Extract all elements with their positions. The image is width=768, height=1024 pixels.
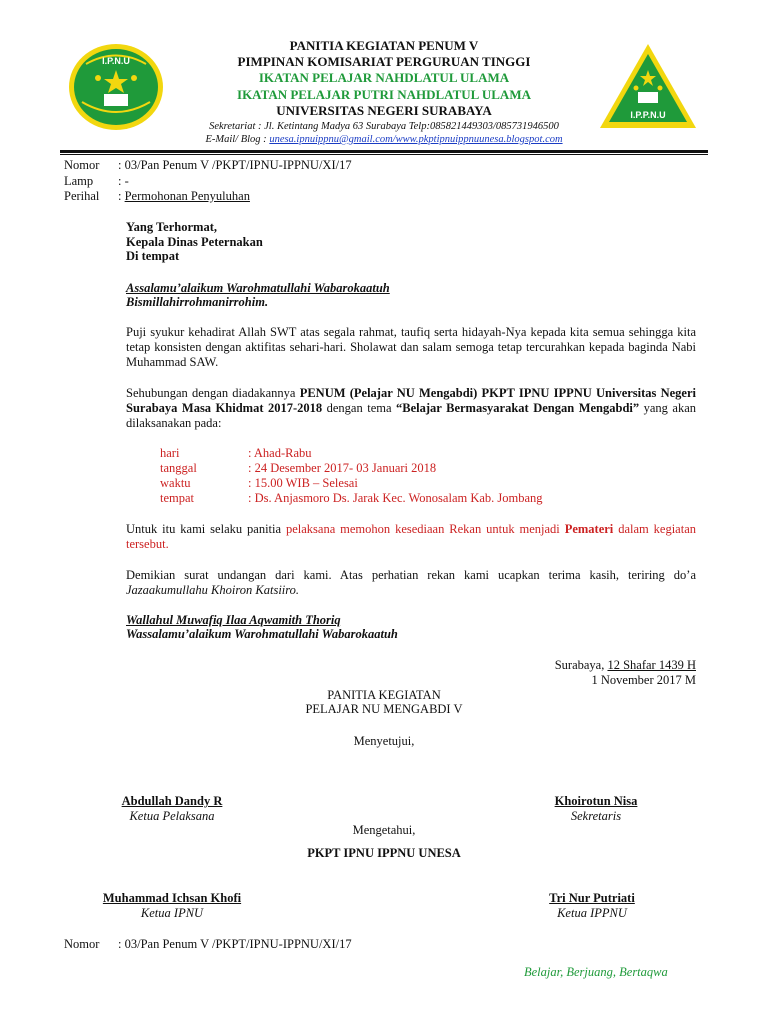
schedule-value: : Ds. Anjasmoro Ds. Jarak Kec. Wonosalam Kab. Jombang [248,491,543,505]
header-line4: IKATAN PELAJAR PUTRI NAHDLATUL ULAMA [237,87,531,102]
recipient-line1: Yang Terhormat, [126,220,217,234]
committee-line1: PANITIA KEGIATAN [327,688,441,702]
para2-text-e: yang akan dilaksanakan pada: [126,401,697,430]
schedule-key: waktu [160,476,191,490]
schedule-key: tanggal [160,461,197,475]
header-line5: UNIVERSITAS NEGERI SURABAYA [276,103,492,118]
schedule-value: : Ahad-Rabu [248,446,312,460]
footer-nomor-label: Nomor [64,937,100,951]
date-hijri: 12 Shafar 1439 H [607,658,696,672]
signatory-role: Ketua IPNU [140,906,204,920]
header-line3: IKATAN PELAJAR NAHDLATUL ULAMA [258,70,510,85]
para3-text-d: dalam kegiatan tersebut. [126,522,696,551]
header-line1: PANITIA KEGIATAN PENUM V [289,38,479,53]
email-label: E-Mail/ Blog : [205,134,267,145]
recipient-line3: Di tempat [126,249,180,263]
secretariat-address: Sekretariat : Jl. Ketintang Madya 63 Surabaya Telp:085821449303/085731946500 [209,121,559,132]
ippnu-logo-text: I.P.P.N.U [630,110,666,120]
para2-text-a: Sehubungan dengan diadakannya [126,386,300,400]
date-city: Surabaya, [554,658,608,672]
signature-sekretaris [516,794,676,824]
wallahul: Wallahul Muwafiq Ilaa Aqwamith Thoriq [126,613,341,627]
org-name: PKPT IPNU IPPNU UNESA [307,846,461,860]
perihal-colon: : [118,189,125,203]
nomor-value: : 03/Pan Penum V /PKPT/IPNU-IPPNU/XI/17 [118,158,352,172]
date-masehi: 1 November 2017 M [591,673,696,687]
para3-text-a: Untuk itu kami selaku panitia [126,522,286,536]
motto: Belajar, Berjuang, Bertaqwa [524,965,668,979]
schedule-key: hari [160,446,180,460]
perihal-label: Perihal [64,189,100,203]
salam: Assalamu’alaikum Warohmatullahi Wabarokaatuh [126,281,390,295]
committee-line2: PELAJAR NU MENGABDI V [305,702,463,716]
ref-lamp [64,174,129,189]
date-hijri-line [555,658,696,673]
para4-text-a: Demikian surat undangan dari kami. Atas perhatian rekan kami ucapkan terima kasih, teriring do’a [126,568,696,582]
header-divider-thin [60,154,708,155]
paragraph-1: Puji syukur kehadirat Allah SWT atas segala rahmat, taufiq serta hidayah-Nya kepada kita semua sehingga kita tetap konsisten dengan aktifitas sehari-hari. Sholawat dan salam semoga tetap tercurahkan kepada baginda Nabi Muhammad SAW. [126,325,696,369]
schedule-key: tempat [160,491,195,505]
paragraph-2 [126,386,696,431]
header-divider [60,150,708,153]
ref-perihal [64,189,250,204]
signatory-role: Sekretaris [570,809,622,823]
wassalam: Wassalamu’alaikum Warohmatullahi Wabarokaatuh [126,627,398,641]
signatory-role: Ketua IPPNU [557,906,627,920]
schedule-value: : 24 Desember 2017- 03 Januari 2018 [248,461,437,475]
signature-ketua-ipnu [82,891,262,921]
schedule-value: : 15.00 WIB – Selesai [248,476,358,490]
paragraph-4 [126,568,696,598]
signatory-role: Ketua Pelaksana [129,809,215,823]
lamp-label: Lamp [64,174,94,188]
para4-doa: Jazaakumullahu Khoiron Katsiiro. [126,583,300,597]
schedule-row [160,491,543,506]
signatory-name: Muhammad Ichsan Khofi [102,891,242,905]
signature-ketua-ippnu [502,891,682,921]
para3-pemateri: Pemateri [564,522,614,536]
schedule-row [160,446,312,461]
perihal-value: Permohonan Penyuluhan [124,189,250,203]
signatory-name: Khoirotun Nisa [554,794,638,808]
ipnu-logo-text: I.P.N.U [102,56,130,66]
schedule-row [160,461,436,476]
para2-text-c: dengan tema [322,401,397,415]
signatory-name: Tri Nur Putriati [549,891,635,905]
bismillah: Bismillahirrohmanirrohim. [126,295,269,309]
known-label: Mengetahui, [352,823,416,837]
schedule-row [160,476,358,491]
signature-ketua-pelaksana [92,794,252,824]
email-link[interactable]: unesa.ipnuippnu@gmail.com/www.pkptipnuippnuunesa.blogspot.com [269,134,563,145]
para2-event-name: PENUM (Pelajar NU Mengabdi) PKPT IPNU IPPNU Universitas Negeri Surabaya Masa Khidmat 2017-2018 [126,386,697,415]
footer-nomor-value: : 03/Pan Penum V /PKPT/IPNU-IPPNU/XI/17 [118,937,352,951]
approved-label: Menyetujui, [353,734,415,748]
recipient-line2: Kepala Dinas Peternakan [126,235,263,249]
para3-request: pelaksana memohon kesediaan Rekan untuk menjadi [285,522,565,536]
ref-nomor [64,158,352,173]
header-line2: PIMPINAN KOMISARIAT PERGURUAN TINGGI [237,54,531,69]
email-blog [0,134,768,145]
signatory-name: Abdullah Dandy R [121,794,223,808]
nomor-label: Nomor [64,158,100,172]
para2-theme: “Belajar Bermasyarakat Dengan Mengabdi” [396,401,640,415]
lamp-value: : - [118,174,129,188]
paragraph-3 [126,522,696,552]
footer-ref-nomor [64,937,352,952]
